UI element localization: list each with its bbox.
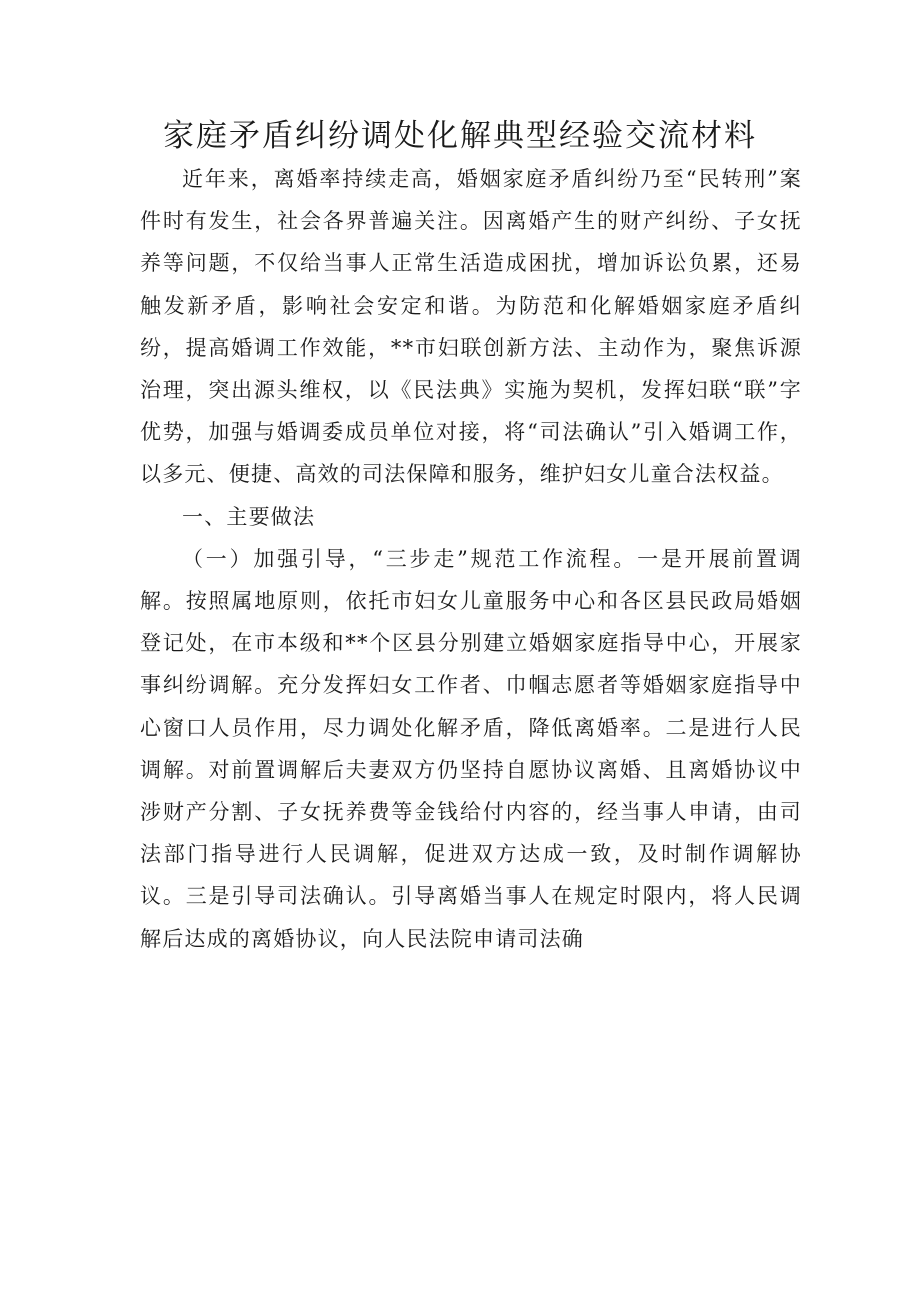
document-body — [140, 158, 802, 960]
section-heading: 一、主要做法 — [182, 504, 316, 529]
intro-paragraph: 近年来，离婚率持续走高，婚姻家庭矛盾纠纷乃至“民转刑”案件时有发生，社会各界普遍关注。因离婚产生的财产纠纷、子女抚养等问题，不仅给当事人正常生活造成困扰，增加诉讼负累，还易触发新矛盾，影响社会安定和谐。为防范和化解婚姻家庭矛盾纠纷，提高婚调工作效能，**市妇联创新方法、主动作为，聚焦诉源治理，突出源头维权，以《民法典》实施为契机，发挥妇联“联”字优势，加强与婚调委成员单位对接，将“司法确认”引入婚调工作，以多元、便捷、高效的司法保障和服务，维护妇女儿童合法权益。 — [140, 167, 802, 487]
subsection-paragraph: （一）加强引导，“三步走”规范工作流程。一是开展前置调解。按照属地原则，依托市妇女儿童服务中心和各区县民政局婚姻登记处，在市本级和**个区县分别建立婚姻家庭指导中心，开展家事纠纷调解。充分发挥妇女工作者、巾帼志愿者等婚姻家庭指导中心窗口人员作用，尽力调处化解矛盾，降低离婚率。二是进行人民调解。对前置调解后夫妻双方仍坚持自愿协议离婚、且离婚协议中涉财产分割、子女抚养费等金钱给付内容的，经当事人申请，由司法部门指导进行人民调解，促进双方达成一致，及时制作调解协议。三是引导司法确认。引导离婚当事人在规定时限内，将人民调解后达成的离婚协议，向人民法院申请司法确 — [140, 546, 802, 951]
document-title: 家庭矛盾纠纷调处化解典型经验交流材料 — [163, 118, 757, 154]
